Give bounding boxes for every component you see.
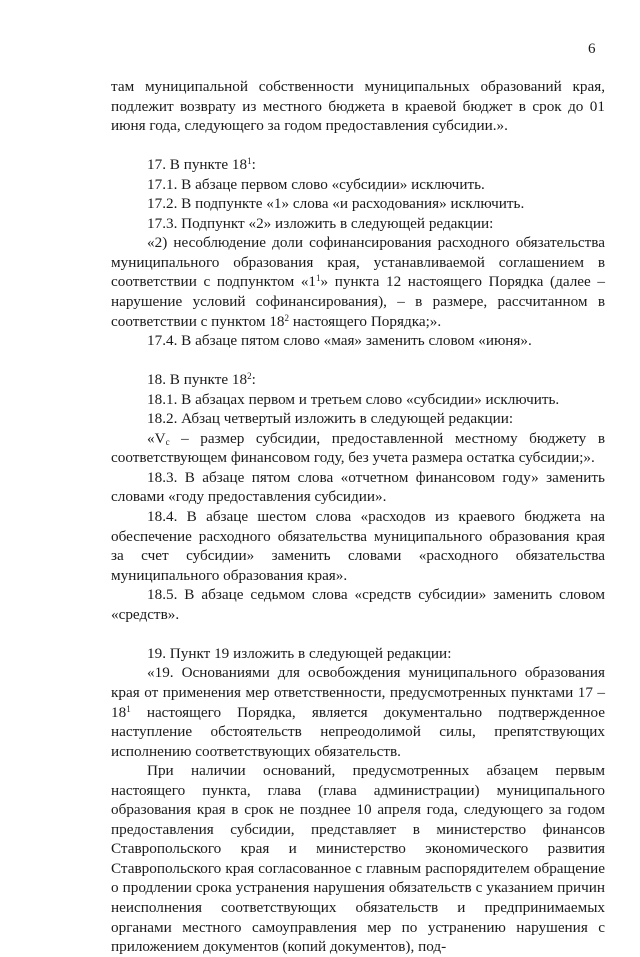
document-body	[111, 77, 605, 957]
subscript-text: c	[165, 436, 170, 447]
paragraph-text: 18.4. В абзаце шестом слова «расходов из краевого бюджета на обеспечение расходного обязательства муниципального образования края за счет субсидии» заменить словами «расходного обязательства муниципального образования края».	[111, 508, 605, 584]
paragraph-text: «19. Основаниями для освобождения муниципального образования края от применения мер ответственности, предусмотренных пунктами 17 – 18	[111, 664, 605, 721]
paragraph	[111, 585, 605, 624]
paragraph	[111, 761, 605, 956]
paragraph-text: «2) несоблюдение доли софинансирования расходного обязательства муниципального образования края, устанавливаемой соглашением в соответствии с подпунктом «1	[111, 234, 605, 291]
paragraph-text: там муниципальной собственности муниципальных образований края, подлежит возврату из местного бюджета в краевой бюджет в срок до 01 июня года, следующего за годом предоставления субсидии.».	[111, 78, 605, 135]
paragraph-text: :	[251, 156, 256, 174]
paragraph	[111, 194, 605, 214]
paragraph-text: настоящего Порядка, является документально подтвержденное наступление обстоятельств непреодолимой силы, препятствующих исполнению соответствующих обязательств.	[111, 703, 605, 760]
paragraph	[111, 155, 605, 175]
paragraph	[111, 409, 605, 429]
paragraph-text: При наличии оснований, предусмотренных абзацем первым настоящего пункта, глава (глава администрации) муниципального образования края в срок не позднее 10 апреля года, следующего за годом предоставления субсидии, представляет в министерство финансов Ставропольского края и министерство экономического развития Ставропольского края согласованное с главным распорядителем обращение о продлении срока устранения нарушения обязательств с указанием причин неисполнения соответствующих обязательств и предпринимаемых органами местного самоуправления мер по устранению нарушения с приложением документов (копий документов), под-	[111, 762, 605, 956]
paragraph	[111, 233, 605, 331]
paragraph-text: 17.4. В абзаце пятом слово «мая» заменить словом «июня».	[147, 332, 532, 350]
paragraph-text: 19. Пункт 19 изложить в следующей редакции:	[147, 644, 452, 662]
paragraph-text: 18.3. В абзаце пятом слова «отчетном финансовом году» заменить словами «году предоставления субсидии».	[111, 468, 605, 506]
paragraph-text: 18.1. В абзацах первом и третьем слово «субсидии» исключить.	[147, 390, 560, 408]
paragraph	[111, 507, 605, 585]
paragraph-text: 18.2. Абзац четвертый изложить в следующей редакции:	[147, 410, 514, 428]
paragraph	[111, 77, 605, 136]
paragraph	[111, 370, 605, 390]
paragraph	[111, 214, 605, 234]
paragraph	[111, 429, 605, 468]
paragraph-text: 17.2. В подпункте «1» слова «и расходования» исключить.	[147, 195, 525, 213]
paragraph-text: :	[251, 371, 256, 389]
paragraph	[111, 331, 605, 351]
superscript-text: 2	[284, 312, 290, 323]
paragraph-text: – размер субсидии, предоставленной местному бюджету в соответствующем финансовом году, без учета размера остатка субсидии;».	[111, 429, 605, 467]
paragraph	[111, 175, 605, 195]
superscript-text: 2	[247, 371, 252, 382]
superscript-text: 1	[126, 703, 131, 714]
paragraph	[111, 390, 605, 410]
paragraph-text: «V	[147, 429, 166, 447]
paragraph	[111, 468, 605, 507]
paragraph	[111, 644, 605, 664]
paragraph-text: 17.1. В абзаце первом слово «субсидии» исключить.	[147, 175, 485, 193]
superscript-text: 1	[247, 156, 252, 167]
paragraph-text: 18.5. В абзаце седьмом слова «средств субсидии» заменить словом «средств».	[111, 586, 605, 623]
paragraph-text: » пункта 12 настоящего Порядка (далее – нарушение условий софинансирования), – в размере, рассчитанном в соответствии с пунктом 18	[111, 273, 605, 330]
paragraph-text: 18. В пункте 18	[147, 371, 248, 389]
paragraph-text: 17. В пункте 18	[147, 156, 248, 174]
paragraph-text: 17.3. Подпункт «2» изложить в следующей редакции:	[147, 214, 494, 232]
page-number: 6	[588, 41, 596, 57]
superscript-text: 1	[316, 273, 321, 284]
paragraph	[111, 663, 605, 761]
paragraph-text: настоящего Порядка;».	[289, 312, 442, 330]
